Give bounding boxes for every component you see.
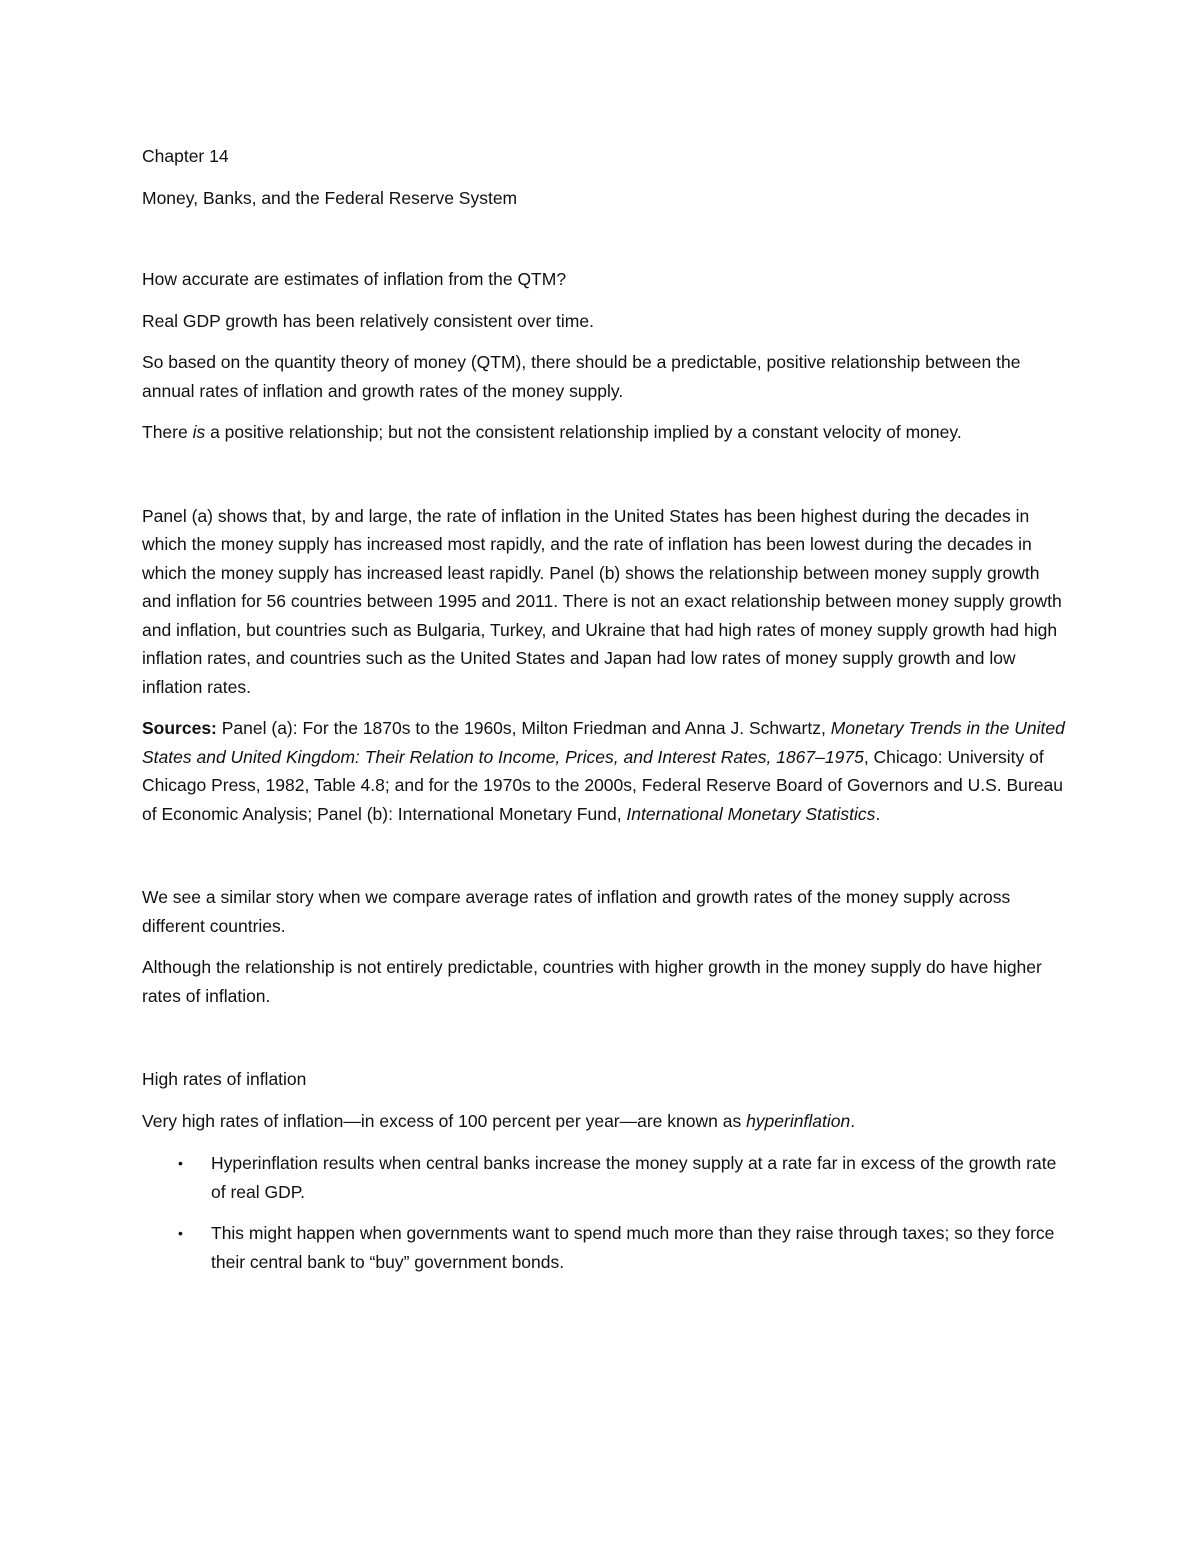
list-item-text: This might happen when governments want to spend much more than they raise through taxes; so they force their central bank to “buy” government bonds. [211, 1223, 1055, 1272]
document-page [142, 142, 1067, 1289]
text-run: Panel (a): For the 1870s to the 1960s, Milton Friedman and Anna J. Schwartz, [216, 718, 831, 738]
question-inflation-accuracy: How accurate are estimates of inflation from the QTM? [142, 269, 567, 289]
text-run: . [875, 803, 881, 824]
paragraph-panel-description: Panel (a) shows that, by and large, the rate of inflation in the United States has been highest during the decades in which the money supply has increased most rapidly, and the rate of inflation has been lowest during the decades in which the money supply has increased least rapidly. Panel (b) shows the relationship between money supply growth and inflation for 56 countries between 1995 and 2011. There is not an exact relationship between money supply growth and inflation, but countries such as Bulgaria, Turkey, and Ukraine that had high rates of money supply growth had high inflation rates, and countries such as the United States and Japan had low rates of money supply growth and low inflation rates. [142, 505, 1062, 697]
bullet-list [142, 1149, 1067, 1276]
paragraph-positive-relationship [142, 418, 1067, 447]
bullet-icon: • [178, 1225, 183, 1241]
bullet-icon: • [178, 1155, 183, 1171]
emphasis-hyperinflation: hyperinflation [746, 1110, 851, 1131]
paragraph-hyperinflation-definition [142, 1107, 1067, 1136]
text-run: a positive relationship; but not the consistent relationship implied by a constant velocity of money. [205, 422, 962, 442]
paragraph-qtm: So based on the quantity theory of money (QTM), there should be a predictable, positive relationship between the annual rates of inflation and growth rates of the money supply. [142, 352, 1021, 401]
paragraph-real-gdp: Real GDP growth has been relatively consistent over time. [142, 310, 594, 331]
publication-title: International Monetary Statistics [626, 803, 876, 824]
emphasis-is: is [192, 422, 206, 442]
list-item [142, 1219, 1067, 1276]
sources-label: Sources: [142, 718, 217, 738]
text-run: There [142, 422, 193, 442]
section-heading-high-inflation: High rates of inflation [142, 1069, 307, 1089]
text-run: , Chicago: University of Chicago Press, 1982, Table 4.8; and for the 1970s to the 2000s, Federal Reserve Board of Governors and U.S. Bureau of Economic Analysis; Panel (b): International Monetary Fund, [142, 746, 1063, 824]
list-item [142, 1149, 1067, 1206]
book-title: Monetary Trends in the United States and United Kingdom: Their Relation to Income, Prices, and Interest Rates, 1867–1975 [142, 718, 1065, 767]
paragraph-sources [142, 714, 1067, 828]
chapter-label: Chapter 14 [142, 146, 229, 166]
text-run: Very high rates of inflation—in excess of 100 percent per year—are known as [142, 1110, 747, 1131]
text-run: . [850, 1110, 856, 1131]
chapter-subtitle: Money, Banks, and the Federal Reserve System [142, 187, 518, 208]
paragraph-similar-story: We see a similar story when we compare average rates of inflation and growth rates of the money supply across different countries. [142, 887, 1011, 936]
paragraph-although: Although the relationship is not entirely predictable, countries with higher growth in the money supply do have higher rates of inflation. [142, 957, 1042, 1006]
list-item-text: Hyperinflation results when central banks increase the money supply at a rate far in excess of the growth rate of real GDP. [211, 1153, 1057, 1202]
